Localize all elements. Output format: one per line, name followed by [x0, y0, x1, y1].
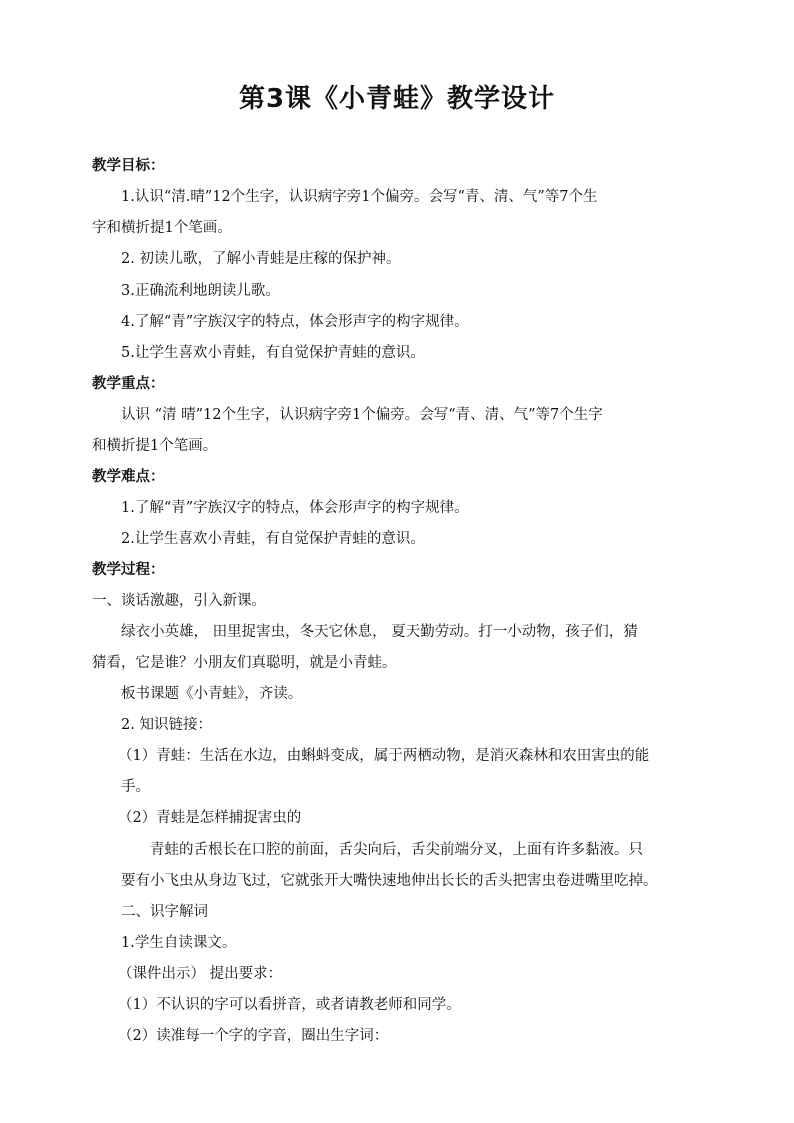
- process-line: 二、识字解词: [121, 904, 208, 920]
- goal-line: 字和横折提1个笔画。: [92, 220, 232, 236]
- key-line: 认识 “清 晴”12个生字，认识病字旁1个偏旁。会写“青、清、气”等7个生字: [121, 407, 603, 423]
- goals-heading: 教学目标：: [92, 158, 165, 174]
- process-line: 2. 知识链接：: [121, 717, 212, 733]
- process-line: 要有小飞虫从身边飞过，它就张开大嘴快速地伸出长长的舌头把害虫卷进嘴里吃掉。: [121, 873, 658, 889]
- process-line: 绿衣小英雄， 田里捉害虫，冬天它休息， 夏天勤劳动。打一小动物，孩子们，猜: [121, 624, 638, 640]
- goal-line: 3.正确流利地朗读儿歌。: [121, 283, 280, 299]
- process-line: 板书课题《小青蛙》，齐读。: [121, 686, 303, 702]
- goal-line: 1.认识“清.晴”12个生字，认识病字旁1个偏旁。会写“青、清、气”等7个生: [121, 189, 598, 205]
- key-heading: 教学重点：: [92, 376, 165, 392]
- goal-line: 4.了解“青”字族汉字的特点，体会形声字的构字规律。: [121, 314, 469, 330]
- process-line: 1.学生自读课文。: [121, 935, 237, 951]
- difficult-line: 2.让学生喜欢小青蛙，有自觉保护青蛙的意识。: [121, 531, 425, 547]
- process-line: 手。: [121, 779, 150, 795]
- process-line: 猜看，它是谁？小朋友们真聪明，就是小青蛙。: [92, 655, 397, 671]
- difficult-line: 1.了解“青”字族汉字的特点，体会形声字的构字规律。: [121, 500, 469, 516]
- process-heading: 教学过程：: [92, 562, 165, 578]
- process-line: （1）青蛙：生活在水边，由蝌蚪变成，属于两栖动物，是消灭森林和农田害虫的能: [118, 748, 650, 764]
- process-line: 一、谈话激趣，引入新课。: [92, 593, 266, 609]
- process-line: 青蛙的舌根长在口腔的前面，舌尖向后，舌尖前端分叉，上面有许多黏液。只: [150, 842, 643, 858]
- process-line: （课件出示） 提出要求：: [118, 966, 283, 982]
- goal-line: 2. 初读儿歌，了解小青蛙是庄稼的保护神。: [121, 251, 401, 267]
- key-line: 和横折提1个笔画。: [92, 438, 218, 454]
- page-title: 第3课《小青蛙》教学设计: [238, 84, 556, 114]
- process-line: （1）不认识的字可以看拼音，或者请教老师和同学。: [118, 997, 461, 1013]
- goal-line: 5.让学生喜欢小青蛙，有自觉保护青蛙的意识。: [121, 345, 425, 361]
- process-line: （2）读准每一个字的字音，圈出生字词：: [118, 1028, 389, 1044]
- process-line: （2）青蛙是怎样捕捉害虫的: [118, 810, 302, 826]
- difficult-heading: 教学难点：: [92, 469, 165, 485]
